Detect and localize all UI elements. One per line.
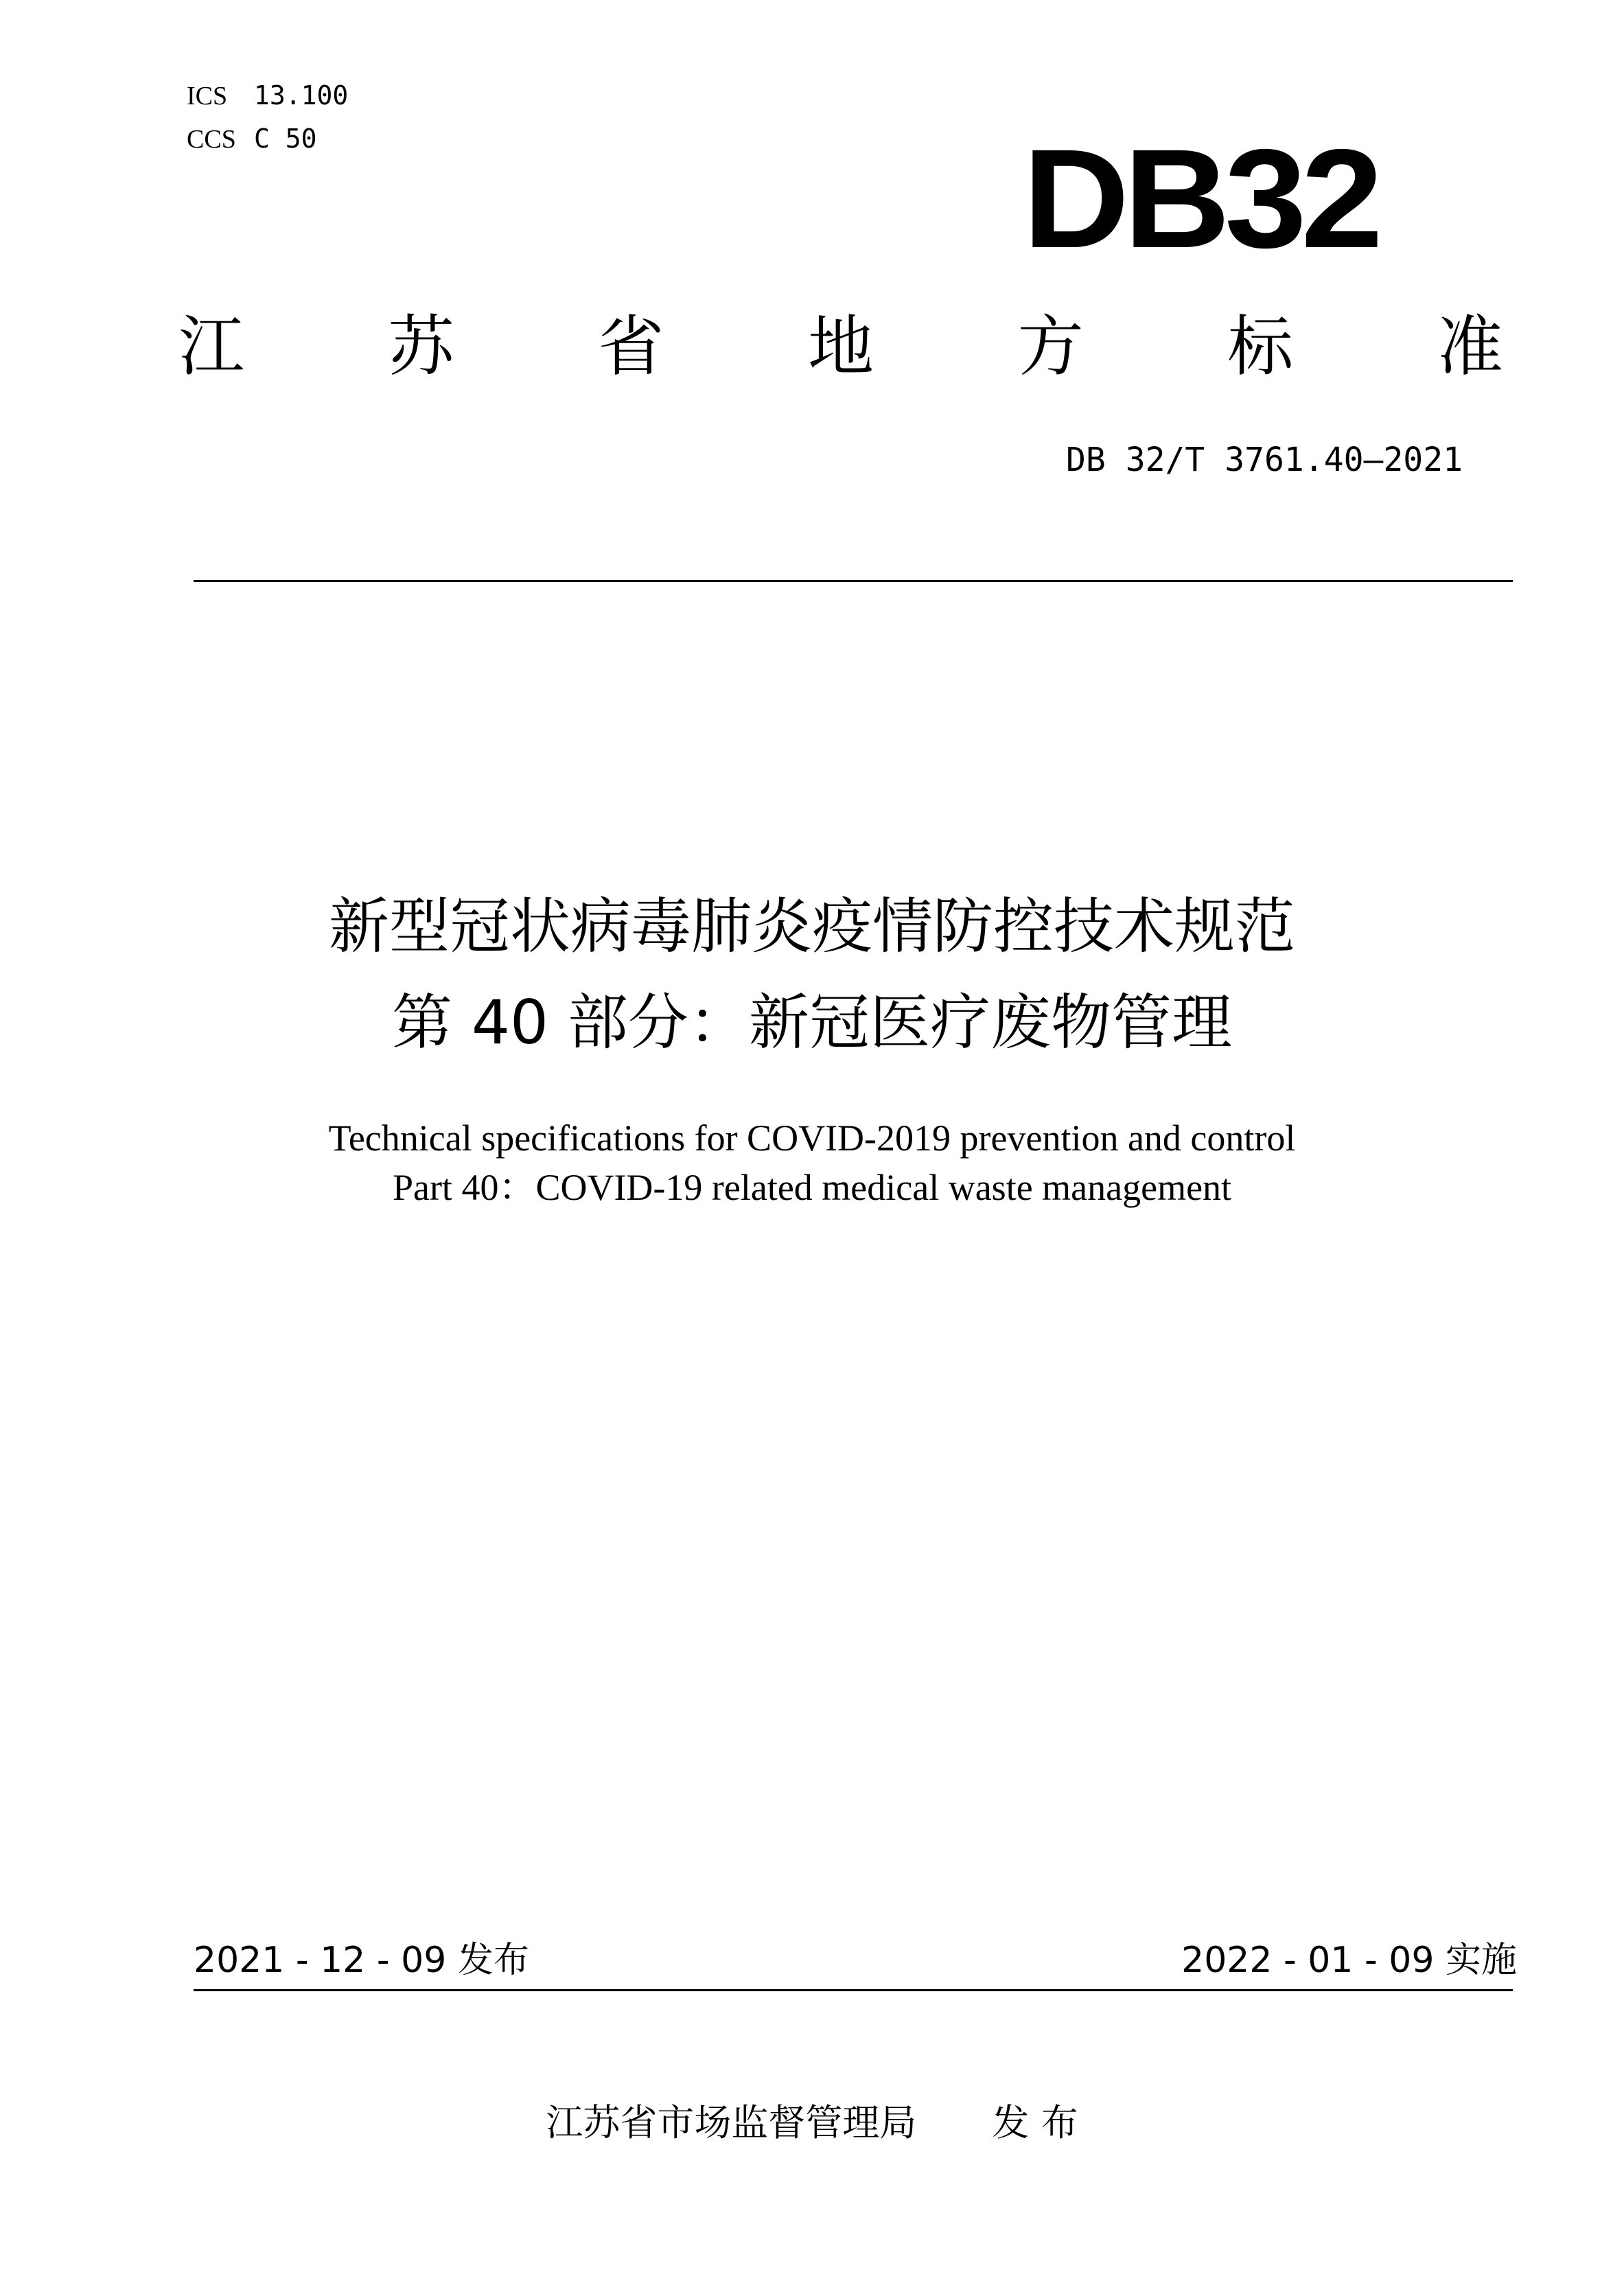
ics-code-row (187, 74, 348, 117)
db32-logo: DB32 (1023, 120, 1378, 277)
classification-codes (187, 74, 348, 161)
chinese-title (0, 879, 1624, 1071)
chinese-title-line1: 新型冠状病毒肺炎疫情防控技术规范 (328, 891, 1295, 962)
chinese-title-line2: 第 40 部分：新冠医疗废物管理 (392, 987, 1232, 1058)
ccs-code-row (187, 117, 348, 161)
ics-label: ICS (187, 82, 228, 111)
standard-type-char: 省 (598, 308, 664, 385)
publisher-name: 江苏省市场监督管理局 (546, 2101, 917, 2144)
issue-date: 2021 - 12 - 09 发布 (194, 1940, 529, 1981)
publisher-action: 发 布 (992, 2101, 1078, 2144)
english-title-line1: Technical specifications for COVID-2019 prevention and control (328, 1117, 1296, 1159)
publisher-line (0, 2099, 1624, 2147)
standard-type-char: 准 (1437, 308, 1503, 385)
standard-type-char: 标 (1227, 308, 1294, 385)
standard-type-char: 方 (1017, 308, 1084, 385)
standard-type-char: 地 (807, 308, 874, 385)
standard-type-heading (178, 305, 1503, 388)
english-title-line2: Part 40：COVID-19 related medical waste management (392, 1167, 1232, 1208)
top-divider (194, 580, 1513, 582)
bottom-divider (194, 1989, 1513, 1991)
ics-value: 13.100 (254, 80, 349, 111)
english-title (0, 1113, 1624, 1212)
ccs-value: C 50 (254, 124, 317, 154)
implementation-date: 2022 - 01 - 09 实施 (1181, 1940, 1517, 1981)
ccs-label: CCS (187, 125, 236, 154)
standard-number: DB 32/T 3761.40—2021 (1066, 441, 1463, 479)
standard-type-char: 江 (178, 308, 244, 385)
standard-type-char: 苏 (388, 308, 454, 385)
